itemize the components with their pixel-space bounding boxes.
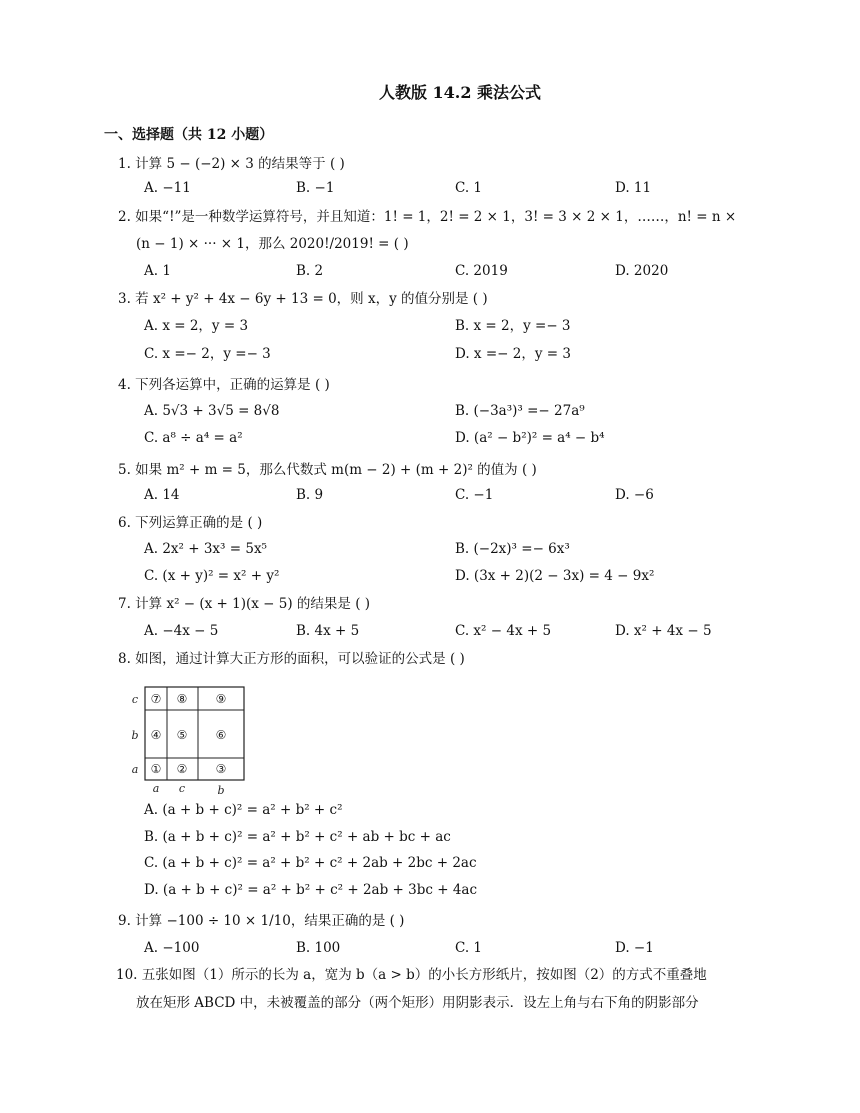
col-label-a: a bbox=[152, 782, 160, 795]
question-2-stem: 2. 如果“!”是一种数学运算符号，并且知道：1! = 1，2! = 2 × 1，3! = 3 × 2 × 1，……，n! = n × bbox=[118, 209, 737, 225]
question-10-stem-continued: 放在矩形 ABCD 中，未被覆盖的部分（两个矩形）用阴影表示．设左上角与右下角的阴影部分 bbox=[136, 995, 699, 1011]
square-area-diagram bbox=[126, 684, 266, 798]
question-7-option-d: D. x² + 4x − 5 bbox=[615, 623, 712, 639]
question-1-option-b: B. −1 bbox=[296, 180, 335, 196]
row-label-c: c bbox=[131, 693, 139, 706]
question-1-option-c: C. 1 bbox=[455, 180, 483, 196]
cell-1: ① bbox=[150, 762, 162, 776]
question-2-option-c: C. 2019 bbox=[455, 263, 508, 279]
cell-2: ② bbox=[176, 762, 188, 776]
question-1-option-a: A. −11 bbox=[144, 180, 191, 196]
question-3-option-b: B. x = 2，y =− 3 bbox=[455, 318, 571, 334]
question-6-option-d: D. (3x + 2)(2 − 3x) = 4 − 9x² bbox=[455, 568, 655, 584]
question-8-stem: 8. 如图，通过计算大正方形的面积，可以验证的公式是 ( ) bbox=[118, 651, 465, 667]
question-7-option-c: C. x² − 4x + 5 bbox=[455, 623, 552, 639]
question-3-option-c: C. x =− 2，y =− 3 bbox=[144, 346, 271, 362]
question-5-option-c: C. −1 bbox=[455, 487, 494, 503]
question-9-option-b: B. 100 bbox=[296, 940, 341, 956]
question-2-option-b: B. 2 bbox=[296, 263, 324, 279]
question-8-option-a: A. (a + b + c)² = a² + b² + c² bbox=[144, 802, 343, 818]
question-9-option-d: D. −1 bbox=[615, 940, 654, 956]
question-8-option-d: D. (a + b + c)² = a² + b² + c² + 2ab + 3bc + 4ac bbox=[144, 882, 478, 898]
question-5-option-b: B. 9 bbox=[296, 487, 324, 503]
question-8-option-c: C. (a + b + c)² = a² + b² + c² + 2ab + 2bc + 2ac bbox=[144, 855, 477, 871]
question-2-stem-continued: (n − 1) × ··· × 1，那么 2020!/2019! = ( ) bbox=[136, 236, 409, 252]
question-7-option-b: B. 4x + 5 bbox=[296, 623, 360, 639]
question-3-option-a: A. x = 2，y = 3 bbox=[144, 318, 249, 334]
question-5-option-a: A. 14 bbox=[144, 487, 180, 503]
question-4-option-a: A. 5√3 + 3√5 = 8√8 bbox=[144, 403, 280, 419]
question-2-option-a: A. 1 bbox=[144, 263, 171, 279]
question-1-option-d: D. 11 bbox=[615, 180, 652, 196]
question-4-option-d: D. (a² − b²)² = a⁴ − b⁴ bbox=[455, 430, 605, 446]
question-6-option-a: A. 2x² + 3x³ = 5x⁵ bbox=[144, 541, 267, 557]
cell-3: ③ bbox=[215, 762, 227, 776]
question-7-stem: 7. 计算 x² − (x + 1)(x − 5) 的结果是 ( ) bbox=[118, 596, 371, 612]
cell-5: ⑤ bbox=[176, 728, 188, 742]
question-1-stem: 1. 计算 5 − (−2) × 3 的结果等于 ( ) bbox=[118, 156, 345, 172]
question-3-option-d: D. x =− 2，y = 3 bbox=[455, 346, 571, 362]
col-label-c: c bbox=[178, 782, 186, 795]
question-9-stem: 9. 计算 −100 ÷ 10 × 1/10，结果正确的是 ( ) bbox=[118, 913, 405, 929]
question-8-option-b: B. (a + b + c)² = a² + b² + c² + ab + bc + ac bbox=[144, 829, 451, 845]
question-4-option-b: B. (−3a³)³ =− 27a⁹ bbox=[455, 403, 585, 419]
row-label-a: a bbox=[131, 763, 139, 776]
question-6-option-c: C. (x + y)² = x² + y² bbox=[144, 568, 280, 584]
question-4-option-c: C. a⁸ ÷ a⁴ = a² bbox=[144, 430, 243, 446]
section-heading: 一、选择题（共 12 小题） bbox=[104, 127, 274, 143]
row-label-b: b bbox=[131, 729, 139, 742]
question-4-stem: 4. 下列各运算中，正确的运算是 ( ) bbox=[118, 377, 330, 393]
cell-7: ⑦ bbox=[150, 692, 162, 706]
question-10-stem: 10. 五张如图（1）所示的长为 a，宽为 b（a > b）的小长方形纸片，按如图（2）的方式不重叠地 bbox=[116, 967, 707, 983]
square-grid-figure bbox=[126, 684, 266, 798]
question-6-option-b: B. (−2x)³ =− 6x³ bbox=[455, 541, 570, 557]
question-6-stem: 6. 下列运算正确的是 ( ) bbox=[118, 515, 263, 531]
cell-8: ⑧ bbox=[176, 692, 188, 706]
question-2-option-d: D. 2020 bbox=[615, 263, 669, 279]
cell-9: ⑨ bbox=[215, 692, 227, 706]
question-9-option-c: C. 1 bbox=[455, 940, 483, 956]
cell-4: ④ bbox=[150, 728, 162, 742]
cell-6: ⑥ bbox=[215, 728, 227, 742]
question-9-option-a: A. −100 bbox=[144, 940, 200, 956]
question-5-option-d: D. −6 bbox=[615, 487, 654, 503]
page-title: 人教版 14.2 乘法公式 bbox=[378, 83, 542, 102]
question-3-stem: 3. 若 x² + y² + 4x − 6y + 13 = 0，则 x，y 的值分别是 ( ) bbox=[118, 291, 488, 307]
question-5-stem: 5. 如果 m² + m = 5，那么代数式 m(m − 2) + (m + 2)² 的值为 ( ) bbox=[118, 462, 537, 478]
question-7-option-a: A. −4x − 5 bbox=[144, 623, 219, 639]
col-label-b: b bbox=[217, 784, 225, 797]
